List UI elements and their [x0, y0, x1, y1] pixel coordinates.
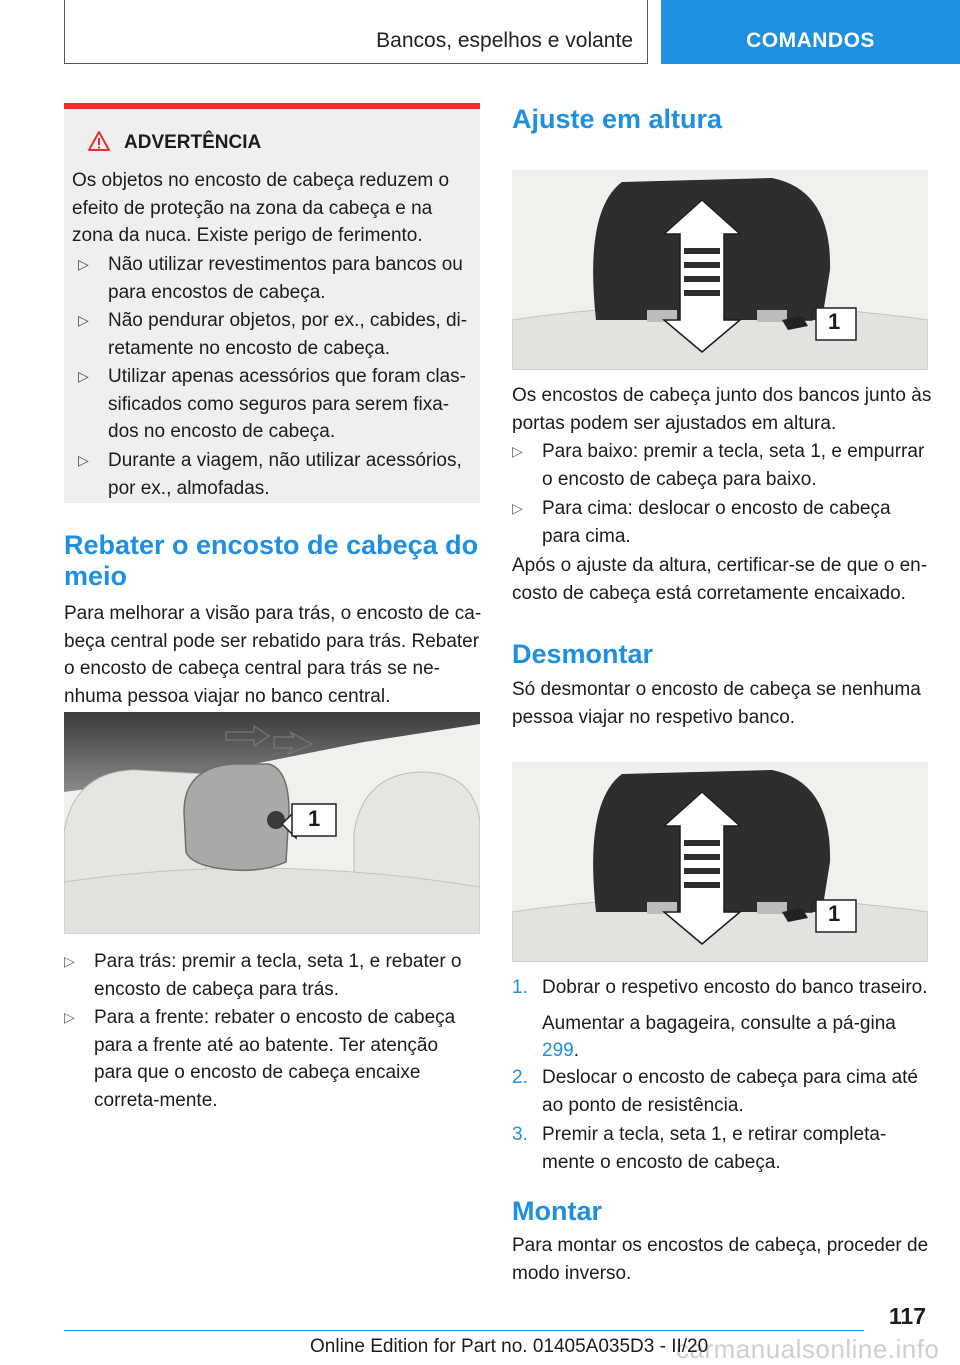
remove-text: Só desmontar o encosto de cabeça se nenhuma pessoa viajar no respetivo banco. — [512, 679, 921, 728]
remove-step: 1. Dobrar o respetivo encosto do banco traseiro. Aumentar a bagageira, consulte a pá‐gina 299. — [512, 974, 932, 1065]
fold-heading: Rebater o encosto de cabeça do meio — [64, 530, 479, 591]
triangle-bullet-icon: ▷ — [78, 312, 89, 328]
fold-bullet: ▷ Para a frente: rebater o encosto de cabeça para a frente até ao batente. Ter atenção para que o encosto de cabeça encaixe correta‐mente. — [64, 1004, 480, 1114]
height-text: Os encostos de cabeça junto dos bancos junto às portas podem ser ajustados em altura. — [512, 385, 932, 434]
warning-title: ADVERTÊNCIA — [124, 132, 262, 153]
height-bullet: ▷ Para cima: deslocar o encosto de cabeça para cima. — [512, 495, 932, 550]
page-reference-link[interactable]: 299 — [542, 1040, 574, 1061]
remove-step: 3. Premir a tecla, seta 1, e retirar completa‐mente o encosto de cabeça. — [512, 1121, 932, 1176]
warning-box — [64, 103, 480, 503]
height-bullet: ▷ Para baixo: premir a tecla, seta 1, e empurrar o encosto de cabeça para baixo. — [512, 438, 932, 493]
fold-bullet: ▷ Para trás: premir a tecla, seta 1, e rebater o encosto de cabeça para trás. — [64, 948, 480, 1003]
triangle-bullet-icon: ▷ — [78, 256, 89, 272]
remove-step: 2. Deslocar o encosto de cabeça para cima até ao ponto de resistência. — [512, 1064, 932, 1119]
triangle-bullet-icon: ▷ — [512, 443, 523, 459]
headrest-height-figure-1 — [512, 170, 928, 370]
header-section-title: Bancos, espelhos e volante — [376, 29, 633, 52]
triangle-bullet-icon: ▷ — [78, 368, 89, 384]
warning-bullet: ▷ Não utilizar revestimentos para bancos ou para encostos de cabeça. — [78, 251, 468, 306]
triangle-bullet-icon: ▷ — [64, 953, 75, 969]
remove-heading: Desmontar — [512, 639, 654, 669]
headrest-height-figure-2 — [512, 762, 928, 962]
header-section-box — [64, 0, 648, 64]
warning-triangle-icon — [88, 131, 110, 151]
warning-title-row — [88, 131, 261, 154]
step-number: 1. — [512, 977, 528, 998]
height-after-text: Após o ajuste da altura, certificar-se de que o en‐costo de cabeça está corretamente encaixado. — [512, 555, 928, 604]
triangle-bullet-icon: ▷ — [78, 452, 89, 468]
mount-text: Para montar os encostos de cabeça, proceder de modo inverso. — [512, 1235, 929, 1284]
step-note: Aumentar a bagageira, consulte a pá‐gina 299. — [542, 1012, 896, 1061]
figure-callout-label: 1 — [308, 806, 321, 831]
rear-seat-headrest-figure — [64, 712, 480, 934]
mount-heading: Montar — [512, 1196, 602, 1226]
footer-edition: Online Edition for Part no. 01405A035D3 - II/20 — [310, 1336, 709, 1357]
step-number: 3. — [512, 1124, 528, 1145]
height-heading: Ajuste em altura — [512, 104, 723, 134]
footer-divider — [64, 1330, 864, 1331]
watermark: carmanualsonline.info — [676, 1334, 940, 1364]
triangle-bullet-icon: ▷ — [64, 1009, 75, 1025]
page-number: 117 — [888, 1303, 926, 1329]
fold-text: Para melhorar a visão para trás, o encosto de ca‐beça central pode ser rebatido para trás. Rebater o encosto de cabeça central para trás se ne‐nhuma pessoa viajar no banco central. — [64, 603, 482, 707]
warning-bullet: ▷ Durante a viagem, não utilizar acessórios, por ex., almofadas. — [78, 447, 468, 502]
triangle-bullet-icon: ▷ — [512, 500, 523, 516]
warning-text: Os objetos no encosto de cabeça reduzem o efeito de proteção na zona da cabeça e na zona da nuca. Existe perigo de ferimento. — [72, 170, 450, 246]
header-chapter-label: COMANDOS — [746, 29, 875, 52]
warning-bullet: ▷ Não pendurar objetos, por ex., cabides, di‐retamente no encosto de cabeça. — [78, 307, 468, 362]
warning-bullet: ▷ Utilizar apenas acessórios que foram clas‐sificados como seguros para serem fixa‐dos no encosto de cabeça. — [78, 363, 468, 446]
figure-callout-label: 1 — [828, 901, 841, 926]
step-number: 2. — [512, 1067, 528, 1088]
figure-callout-label: 1 — [828, 309, 841, 334]
header-chapter-tab[interactable] — [661, 0, 960, 64]
